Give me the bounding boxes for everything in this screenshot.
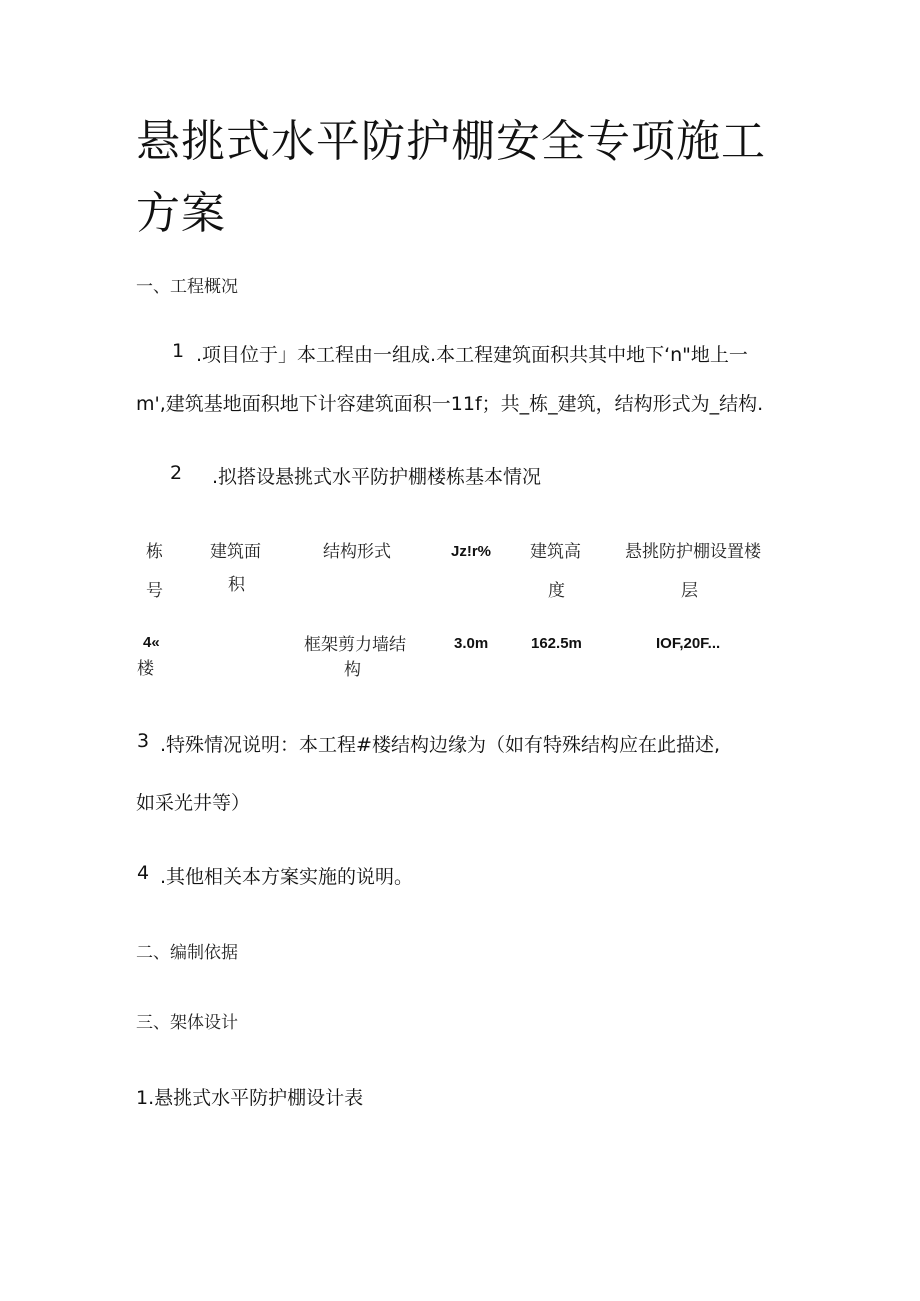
item-2-number: 2 [170,462,183,484]
item-2-text: .拟搭设悬挑式水平防护棚楼栋基本情况 [212,466,542,488]
table-cell-floor-height: 3.0m [454,635,489,652]
subsection-design-table: 1.悬挑式水平防护棚设计表 [136,1087,364,1109]
section-heading-overview: 一、工程概况 [136,277,238,297]
item-3-line-2: 如采光井等） [136,792,251,814]
item-1-line-2: m',建筑基地面积地下计容建筑面积一11f；共_栋_建筑，结构形式为_结构. [136,393,764,415]
table-header-area: 建筑面 [210,542,261,562]
table-header-building-no-cont: 号 [146,581,163,601]
table-cell-canopy-floors: IOF,20F... [656,635,721,652]
item-4-text: .其他相关本方案实施的说明。 [160,866,414,888]
table-cell-height: 162.5m [531,635,582,652]
item-4-number: 4 [137,862,150,884]
table-cell-building-no: 4« [143,634,160,651]
table-header-structure: 结构形式 [323,542,391,562]
item-3-line-1: .特殊情况说明：本工程#楼结构边缘为（如有特殊结构应在此描述, [160,734,721,756]
item-1-number: 1 [172,340,185,362]
section-heading-design: 三、架体设计 [136,1013,238,1033]
table-cell-building-no-cont: 楼 [137,659,154,679]
table-header-height: 建筑高 [530,542,581,562]
section-heading-basis: 二、编制依据 [136,943,238,963]
table-cell-structure-cont: 构 [344,660,361,680]
table-header-height-cont: 度 [548,581,565,601]
table-cell-structure: 框架剪力墙结 [304,635,406,655]
table-header-area-cont: 积 [228,575,245,595]
table-header-canopy-floors-cont: 层 [681,581,698,601]
item-1-line-1: .项目位于」本工程由一组成.本工程建筑面积共其中地下‘n"地上一 [196,344,748,366]
table-header-floor-height: Jz!r% [451,543,492,560]
table-header-canopy-floors: 悬挑防护棚设置楼 [625,542,761,562]
item-3-number: 3 [137,730,150,752]
table-header-building-no: 栋 [146,542,163,562]
document-title: 悬挑式水平防护棚安全专项施工方案 [136,116,766,239]
